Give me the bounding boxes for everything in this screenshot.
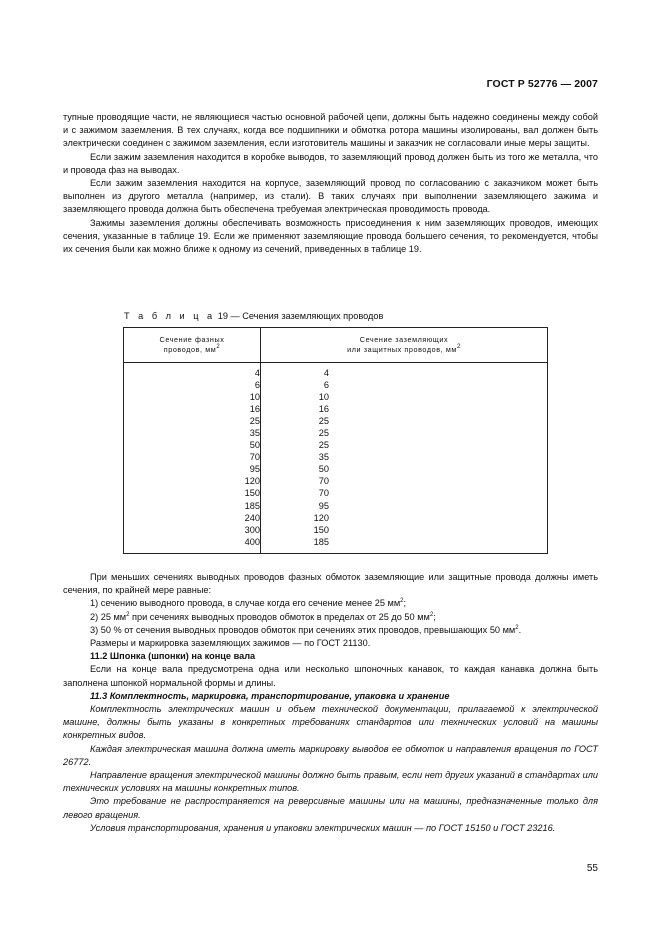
ground-section-value: 50 <box>318 464 329 475</box>
phase-section-value: 35 <box>249 428 260 439</box>
ground-section-value: 10 <box>318 392 329 403</box>
ground-section-value: 120 <box>313 512 329 523</box>
list-item: 3) 50 % от сечения выводных проводов обмоток при сечениях этих проводов, превышающих 50 $мм^2$. <box>90 624 522 635</box>
phase-section-value: 10 <box>249 392 260 403</box>
table-caption-prefix: Т а б л и ц а <box>124 311 216 321</box>
ground-section-value: 35 <box>318 452 329 463</box>
paragraph: Комплектность электрических машин и объем технической документации, прилагаемой к электрической машине, должны быть указаны в конкретных требованиях стандартов или технических условий на машины конкретных видов. <box>63 704 598 741</box>
phase-section-value: 240 <box>244 512 260 523</box>
column-header-phase: Сечение фазных проводов, $мм^2$ <box>124 328 261 363</box>
phase-section-value: 400 <box>244 536 260 547</box>
ground-section-value: 70 <box>318 488 329 499</box>
table-caption <box>124 310 383 323</box>
table-caption-text: 19 — Сечения заземляющих проводов <box>217 311 384 321</box>
phase-section-value: 4 <box>254 368 260 378</box>
list-item: 1) сечению выводного провода, в случае когда его сечение менее 25 $мм^2$; <box>90 598 407 609</box>
paragraph: Если зажим заземления находится на корпусе, заземляющий провод по согласованию с заказчиком может быть выполнен из другого металла (например, из стали). В таких случаях при выполнении заземляющего зажима и заземляющего провода должна быть обеспечена требуемая электрическая проводимость провода. <box>63 178 598 215</box>
section-heading: 11.2 Шпонка (шпонки) на конце вала <box>90 651 256 662</box>
body-top <box>63 111 598 256</box>
ground-section-value: 150 <box>313 524 329 535</box>
phase-section-value: 50 <box>249 440 260 451</box>
table-19 <box>123 327 548 554</box>
paragraph: Если зажим заземления находится в коробке выводов, то заземляющий провод должен быть из того же металла, что и провода фаз на выводах. <box>63 151 598 175</box>
phase-section-value: 120 <box>244 476 260 487</box>
phase-section-value: 95 <box>249 464 260 475</box>
ground-section-value: 16 <box>318 404 329 415</box>
ground-section-value: 25 <box>318 440 329 451</box>
section-heading: 11.3 Комплектность, маркировка, транспортирование, упаковка и хранение <box>90 690 450 701</box>
ground-section-value: 185 <box>313 536 329 547</box>
list-item: 2) 25 $мм^2$ при сечениях выводных проводов обмоток в пределах от 25 до 50 $мм^2$; <box>90 611 436 622</box>
page-number: 55 <box>586 863 598 874</box>
ground-section-value: 6 <box>323 380 329 391</box>
ground-section-value: 25 <box>318 428 329 439</box>
phase-section-value: 25 <box>249 416 260 427</box>
ground-section-values <box>261 363 548 554</box>
paragraph: Зажимы заземления должны обеспечивать возможность присоединения к ним заземляющих проводов, имеющих сечения, указанные в таблице 19. Если же применяют заземляющие провода большего сечения, то рекомендуется, чтобы их сечения были как можно ближе к одному из сечений, приведенных в таблице 19. <box>63 217 598 255</box>
phase-section-value: 185 <box>244 500 260 511</box>
phase-section-value: 300 <box>244 524 260 535</box>
paragraph: Это требование не распространяется на реверсивные машины или на машины, предназначенные только для левого вращения. <box>63 796 598 820</box>
ground-section-value: 25 <box>318 416 329 427</box>
paragraph: тупные проводящие части, не являющиеся частью основной рабочей цепи, должны быть надежно соединены между собой и с зажимом заземления. В тех случаях, когда все подшипники и обмотка ротора машины изолированы, вал должен быть электрически соединен с зажимом заземления, если изготовитель машины и заказчик не согласовали иные меры защиты. <box>63 112 598 149</box>
body-bottom <box>63 571 598 835</box>
phase-section-value: 70 <box>249 452 260 463</box>
document-header: ГОСТ Р 52776 — 2007 <box>486 78 598 90</box>
ground-section-value: 95 <box>318 500 329 511</box>
paragraph: Направление вращения электрической машины должно быть правым, если нет других указаний в стандартах или технических условиях на машины конкретных типов. <box>63 770 598 794</box>
paragraph: Условия транспортирования, хранения и упаковки электрических машин — по ГОСТ 15150 и ГОСТ 23216. <box>90 822 556 833</box>
table-data-row <box>124 363 548 554</box>
phase-section-value: 16 <box>249 404 260 415</box>
paragraph: При меньших сечениях выводных проводов фазных обмоток заземляющие или защитные провода должны иметь сечения, по крайней мере равные: <box>63 572 598 596</box>
ground-section-value: 70 <box>318 476 329 487</box>
phase-section-value: 6 <box>254 380 260 391</box>
table-header-row <box>124 328 548 363</box>
ground-section-value: 4 <box>323 368 329 378</box>
column-header-ground: Сечение заземляющих или защитных проводов, $мм^2$ <box>261 328 548 363</box>
paragraph: Каждая электрическая машина должна иметь маркировку выводов ее обмоток и направления вращения по ГОСТ 26772. <box>63 743 598 767</box>
paragraph: Размеры и маркировка заземляющих зажимов — по ГОСТ 21130. <box>90 638 371 649</box>
phase-section-value: 150 <box>244 488 260 499</box>
paragraph: Если на конце вала предусмотрена одна или несколько шпоночных канавок, то каждая канавка должна быть заполнена шпонкой нормальной формы и длины. <box>63 664 598 688</box>
